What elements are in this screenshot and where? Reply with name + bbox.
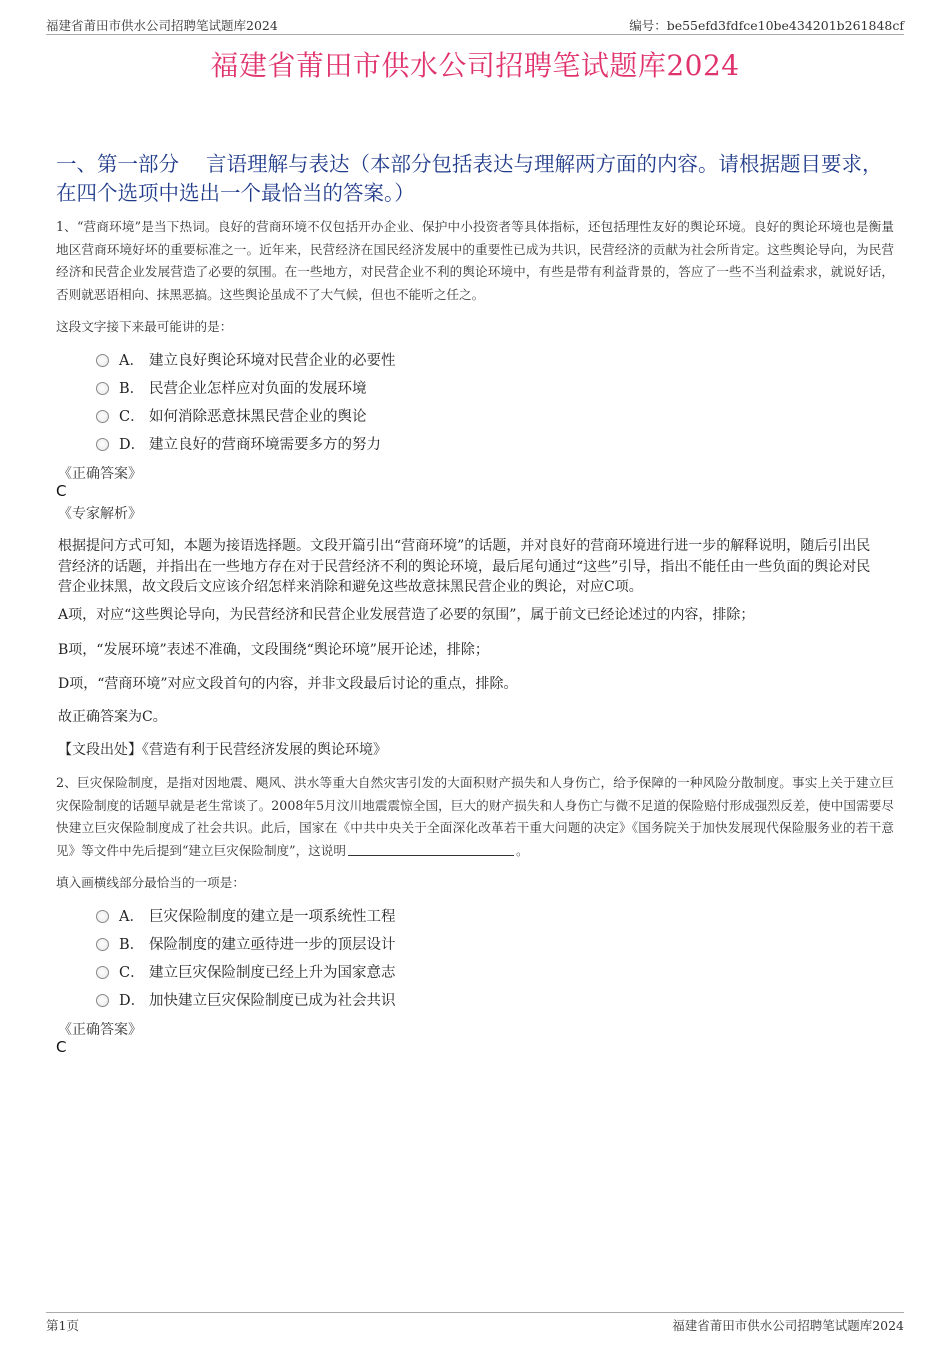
analysis-paragraph: 根据提问方式可知，本题为接语选择题。文段开篇引出“营商环境”的话题，并对良好的营商环境进行进一步的解释说明，随后引出民营经济的话题，并指出在一些地方存在对于民营经济不利的舆论环境，最后尾句通过“这些”引导，指出不能任由一些负面的舆论对民营企业抹黑，故文段后文应该介绍怎样来消除和避免这些故意抹黑民营企业的舆论，对应C项。: [58, 538, 871, 595]
question-1-option-a[interactable]: A． 建立良好舆论环境对民营企业的必要性: [96, 349, 396, 371]
radio-icon[interactable]: [96, 410, 109, 423]
analysis-paragraph: A项，对应“这些舆论导向，为民营经济和民营企业发展营造了必要的氛围”，属于前文已经论述过的内容，排除；: [58, 607, 755, 623]
section-title: 一、第一部分 言语理解与表达（本部分包括表达与理解两方面的内容。请根据题目要求，在四个选项中选出一个最恰当的答案。）: [56, 152, 883, 205]
radio-icon[interactable]: [96, 382, 109, 395]
radio-icon[interactable]: [96, 994, 109, 1007]
question-1-option-d[interactable]: D． 建立良好的营商环境需要多方的努力: [96, 433, 381, 455]
analysis-paragraph: B项，“发展环境”表述不准确，文段围绕“舆论环境”展开论述，排除；: [58, 642, 489, 658]
radio-icon[interactable]: [96, 438, 109, 451]
question-2-option-d[interactable]: D． 加快建立巨灾保险制度已成为社会共识: [96, 989, 396, 1011]
question-2-answer: C: [56, 1038, 67, 1056]
radio-icon[interactable]: [96, 938, 109, 951]
question-2-option-a[interactable]: A． 巨灾保险制度的建立是一项系统性工程: [96, 905, 396, 927]
question-2-option-c[interactable]: C． 建立巨灾保险制度已经上升为国家意志: [96, 961, 396, 983]
analysis-paragraph: D项，“营商环境”对应文段首句的内容，并非文段最后讨论的重点，排除。: [58, 676, 518, 692]
question-1-answer: C: [56, 482, 67, 500]
header-document-id: 编号：be55efd3fdfce10be434201b261848cf: [629, 18, 904, 33]
question-2-text: 2、巨灾保险制度，是指对因地震、飓风、洪水等重大自然灾害引发的大面积财产损失和人身伤亡，给予保障的一种风险分散制度。事实上关于建立巨灾保险制度的话题早就是老生常谈了。2008年5月汶川地震震惊全国，巨大的财产损失和人身伤亡与微不足道的保险赔付形成强烈反差，使中国需要尽快建立巨灾保险制度成了社会共识。此后，国家在《中共中央关于全面深化改革若干重大问题的决定》《国务院关于加快发展现代保险服务业的若干意见》等文件中先后提到“建立巨灾保险制度”，这说明 。: [56, 775, 894, 858]
footer-title: 福建省莆田市供水公司招聘笔试题库2024: [672, 1318, 904, 1333]
question-2-option-b[interactable]: B． 保险制度的建立亟待进一步的顶层设计: [96, 933, 396, 955]
radio-icon[interactable]: [96, 966, 109, 979]
question-1-option-b[interactable]: B． 民营企业怎样应对负面的发展环境: [96, 377, 367, 399]
page-footer: [46, 1312, 904, 1333]
question-2-prompt: 填入画横线部分最恰当的一项是：: [56, 875, 245, 890]
question-1-prompt: 这段文字接下来最可能讲的是：: [56, 319, 233, 334]
radio-icon[interactable]: [96, 910, 109, 923]
question-1-answer-label: 《正确答案》: [58, 466, 142, 482]
question-1-analysis-label: 《专家解析》: [58, 506, 142, 522]
question-1-option-c[interactable]: C． 如何消除恶意抹黑民营企业的舆论: [96, 405, 367, 427]
page-header: [46, 14, 904, 35]
header-left-title: 福建省莆田市供水公司招聘笔试题库2024: [46, 18, 278, 33]
analysis-paragraph: 故正确答案为C。: [58, 709, 167, 725]
radio-icon[interactable]: [96, 354, 109, 367]
document-title: 福建省莆田市供水公司招聘笔试题库2024: [210, 49, 740, 82]
page-number: 第1页: [46, 1318, 79, 1333]
fill-in-blank: [348, 843, 514, 856]
question-1-text: 1、“营商环境”是当下热词。良好的营商环境不仅包括开办企业、保护中小投资者等具体指标，还包括理性友好的舆论环境。良好的舆论环境也是衡量地区营商环境好坏的重要标准之一。近年来，民营经济在国民经济发展中的重要性已成为共识，民营经济的贡献为社会所肯定。这些舆论导向，为民营经济和民营企业发展营造了必要的氛围。在一些地方，对民营企业不利的舆论环境中，有些是带有利益背景的，答应了一些不当利益索求，就说好话，否则就恶语相向、抹黑恶搞。这些舆论虽成不了大气候，但也不能听之任之。: [56, 219, 894, 302]
analysis-source: 【文段出处】《营造有利于民营经济发展的舆论环境》: [58, 742, 387, 758]
question-2-answer-label: 《正确答案》: [58, 1022, 142, 1038]
